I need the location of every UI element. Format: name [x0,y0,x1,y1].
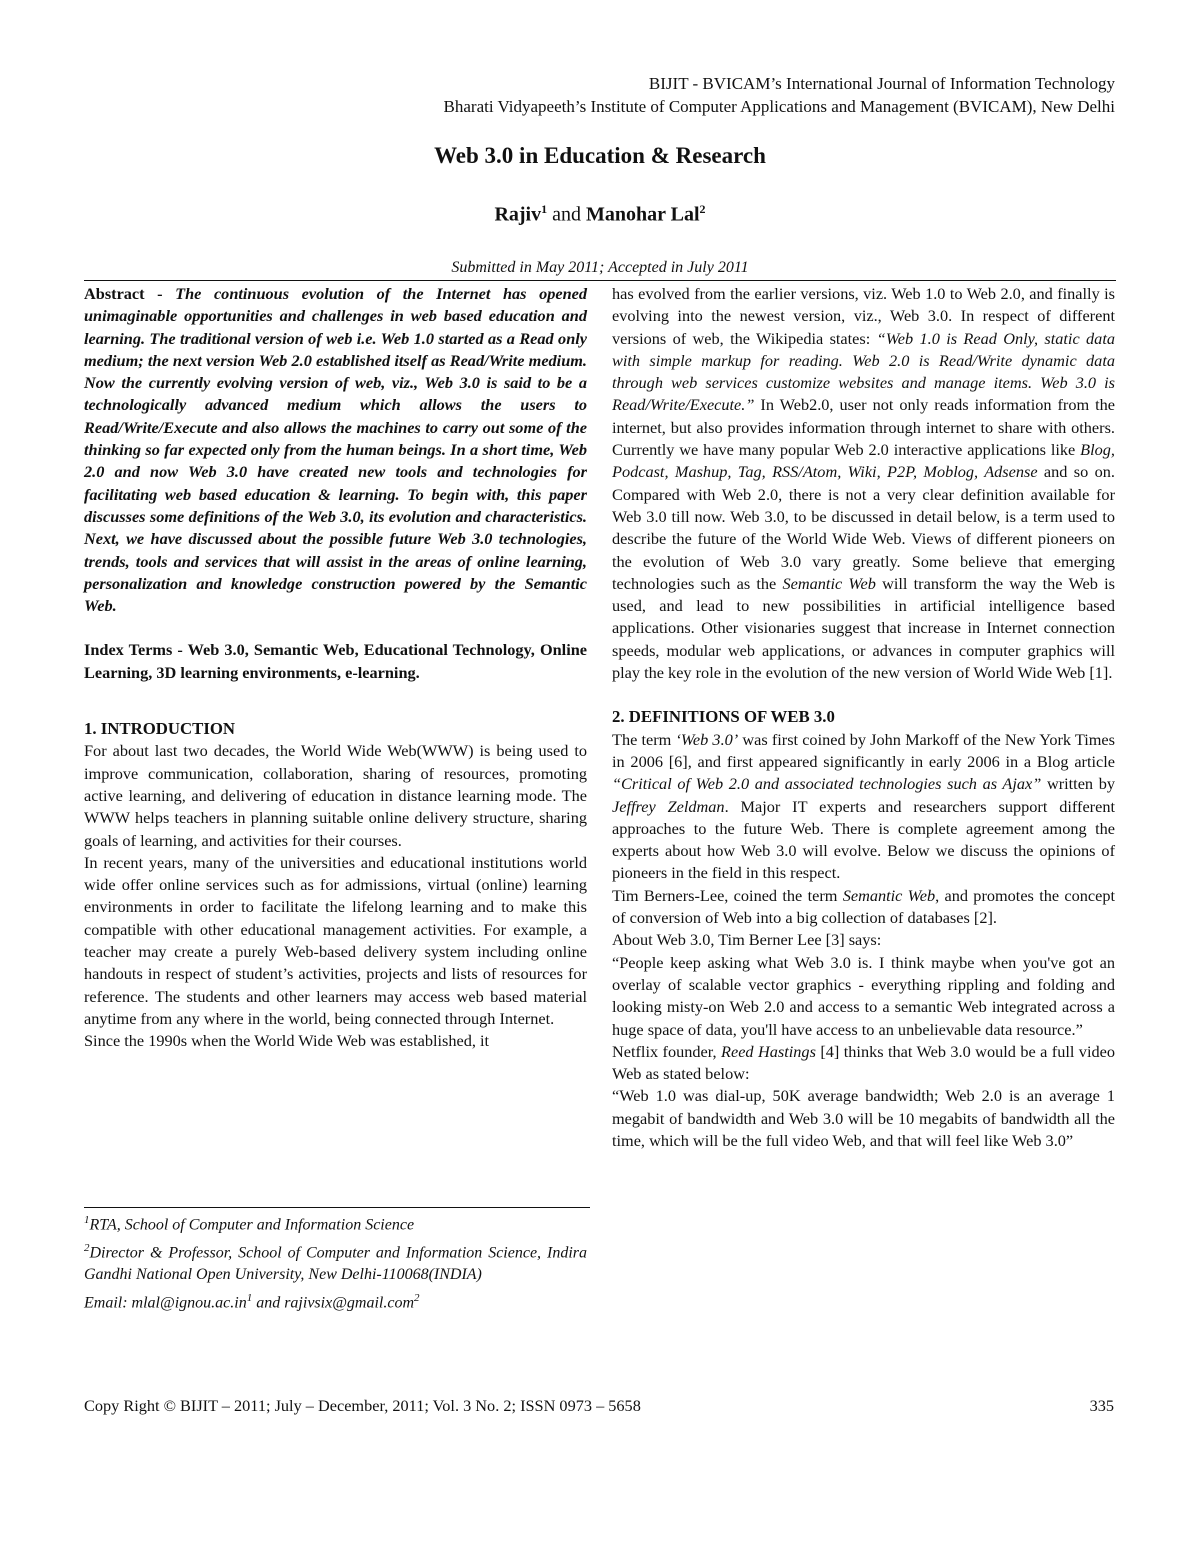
index-terms: Index Terms - Web 3.0, Semantic Web, Educational Technology, Online Learning, 3D learning environments, e-learning. [84,640,587,682]
page-number: 335 [1089,1396,1114,1415]
def2-text-a: Tim Berners-Lee, coined the term [612,885,843,905]
intro-continued-paragraph [612,283,1115,684]
footnote-2 [84,1237,587,1287]
author-conjunction: and [547,203,586,226]
def1-text-c: written by [1041,774,1115,794]
abstract-text: The continuous evolution of the Internet has opened unimaginable opportunities and challenges in web based education and learning. The traditional version of web i.e. Web 1.0 started as a Read only medium; the next version Web 2.0 established itself as Read/Write medium. Now the currently evolving version of web, viz., Web 3.0 is said to be a technologically advanced medium which allows the users to Read/Write/Execute and also allows the machines to carry out some of the thinking so far expected only from the human beings. In a short time, Web 2.0 and now Web 3.0 have created new tools and technologies for facilitating web based education & learning. To begin with, this paper discusses some definitions of the Web 3.0, its evolution and characteristics. Next, we have discussed about the possible future Web 3.0 technologies, trends, tools and services that will assist in the areas of online learning, personalization and knowledge construction powered by the Semantic Web. [84,284,587,616]
author-line [0,202,1200,227]
section-heading-definitions: 2. DEFINITIONS OF WEB 3.0 [612,707,835,727]
footnote-email [84,1287,587,1315]
submission-dates: Submitted in May 2011; Accepted in July 2011 [451,259,749,276]
email-mark-1: 1 [246,1291,253,1304]
def2-text-b: , and promotes the concept of conversion of Web into a big collection of databases [2]. [612,885,1116,928]
def5-text-b: [4] thinks that Web 3.0 would be a full video Web as stated below: [612,1041,1115,1084]
author-1: Rajiv [494,203,542,226]
footnotes [84,1209,587,1314]
semantic-web-term-2: Semantic Web [842,885,936,905]
definitions-paragraph-1 [612,729,1115,885]
def5-text-a: Netflix founder, [612,1041,722,1061]
footer-copyright: Copy Right © BIJIT – 2011; July – December, 2011; Vol. 3 No. 2; ISSN 0973 – 5658 [84,1396,641,1415]
abstract-label: Abstract - [84,284,176,303]
email-middle: and rajivsix@gmail.com [252,1293,415,1311]
footnote-divider [84,1207,590,1208]
header-divider [84,280,1116,281]
intro-paragraph-1: For about last two decades, the World Wide Web(WWW) is being used to improve communication, collaboration, sharing of resources, promoting active learning, and delivering of education in distance learning mode. The WWW helps teachers in planning suitable online delivery structure, sharing goals of learning, and activities for their courses. [84,741,587,850]
paper-title: Web 3.0 in Education & Research [434,143,766,168]
blog-article-title: “Critical of Web 2.0 and associated technologies such as Ajax” [612,774,1042,794]
reed-hastings-name: Reed Hastings [721,1041,816,1061]
footnote-1 [84,1209,587,1237]
web3-term: ‘Web 3.0’ [675,729,739,749]
article-author: Jeffrey Zeldman [612,796,725,816]
footnote-1-text: RTA, School of Computer and Information Science [89,1216,415,1234]
hastings-quote: “Web 1.0 was dial-up, 50K average bandwidth; Web 2.0 is an average 1 megabit of bandwidth and Web 3.0 will be 10 megabits of bandwidth all the time, which will be the full video Web, and that will feel like Web 3.0” [612,1086,1115,1150]
footnote-2-mark: 2 [84,1241,90,1254]
intro-paragraph-3: Since the 1990s when the World Wide Web was established, it [84,1031,490,1051]
footnote-1-mark: 1 [84,1214,90,1226]
intro-cont-text-c: and so on. Compared with Web 2.0, there is not a very clear definition available for Web 3.0 till now. Web 3.0, to be discussed in detail below, is a term used to describe the future of the World Wide Web. Views of different pioneers on the evolution of Web 3.0 vary greatly. Some believe that emerging technologies such as the [612,462,1115,593]
left-column [84,283,587,1053]
intro-paragraph-2: In recent years, many of the universities and educational institutions world wide offer online services such as for admissions, virtual (online) learning environments in order to facilitate the lifelong learning and to make this compatible with other educational management activities. For example, a teacher may create a purely Web-based delivery system including online handouts in respect of student’s activities, projects and lists of resources for reference. The students and other learners may access web based material anytime from any where in the world, being connected through Internet. [84,852,587,1028]
definitions-paragraph-2 [612,885,1115,930]
email-mark-2: 2 [414,1291,420,1304]
author-2: Manohar Lal [586,203,700,226]
intro-cont-text-b: In Web2.0, user not only reads information from the internet, but also provides information through internet to share with others. Currently we have many popular Web 2.0 interactive applications like [612,395,1115,460]
def1-text-a: The term [612,729,676,749]
berners-lee-quote: “People keep asking what Web 3.0 is. I think maybe when you've got an overlay of scalable vector graphics - everything rippling and folding and looking misty-on Web 2.0 and access to a semantic Web integrated across a huge space of data, you'll have access to an unbelievable data resource.” [612,952,1115,1039]
email-prefix: Email: mlal@ignou.ac.in [84,1293,247,1311]
semantic-web-term: Semantic Web [782,573,876,593]
journal-name: BIJIT - BVICAM’s International Journal of Information Technology [648,74,1115,93]
definitions-paragraph-5 [612,1041,1115,1086]
definitions-paragraph-3: About Web 3.0, Tim Berner Lee [3] says: [612,930,882,950]
section-heading-introduction: 1. INTRODUCTION [84,719,236,739]
author-2-affiliation-mark: 2 [699,202,706,216]
right-column [612,283,1115,1152]
intro-cont-text-d: will transform the way the Web is used, and lead to new possibilities in artificial intelligence based applications. Other visionaries suggest that increase in Internet connection speeds, modular web applications, or advances in computer graphics will play the key role in the evolution of the new version of World Wide Web [1]. [612,573,1115,683]
footnote-2-text: Director & Professor, School of Computer and Information Science, Indira Gandhi National Open University, New Delhi-110068(INDIA) [84,1243,587,1284]
author-1-affiliation-mark: 1 [541,202,548,216]
intro-cont-text-a: has evolved from the earlier versions, viz. Web 1.0 to Web 2.0, and finally is evolving into the newest version, viz., Web 3.0. In respect of different versions of web, the Wikipedia states: [612,284,1115,348]
wikipedia-quote: “Web 1.0 is Read Only, static data with simple markup for reading. Web 2.0 is Read/Write dynamic data through web services customize websites and manage items. Web 3.0 is Read/Write/Execute.” [612,328,1115,415]
def1-text-b: was first coined by John Markoff of the New York Times in 2006 [6], and first appeared significantly in early 2006 in a Blog article [612,729,1115,771]
journal-header [315,72,1115,118]
abstract [84,283,587,617]
web2-apps-list: Blog, Podcast, Mashup, Tag, RSS/Atom, Wiki, P2P, Moblog, Adsense [612,440,1115,482]
institute-name: Bharati Vidyapeeth’s Institute of Computer Applications and Management (BVICAM), New Delhi [443,97,1115,116]
def1-text-d: . Major IT experts and researchers support different approaches to the future Web. There is complete agreement among the experts about how Web 3.0 will evolve. Below we discuss the opinions of pioneers in the field in this respect. [612,796,1115,883]
